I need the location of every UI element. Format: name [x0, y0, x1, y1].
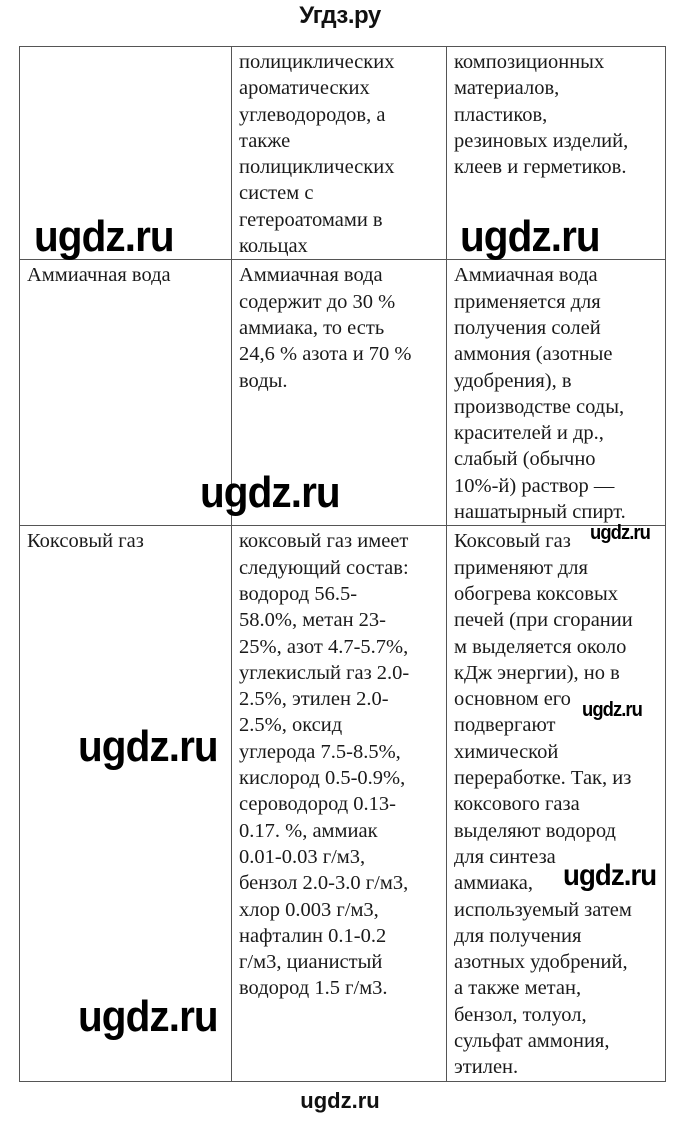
description-line: Аммиачная вода — [239, 264, 383, 287]
description-line: углерода 7.5-8.5%, — [239, 740, 401, 763]
usage-line: используемый затем — [454, 898, 632, 921]
description-line: коксовый газ имеет — [239, 530, 409, 553]
usage-line: бензол, толуол, — [454, 1003, 587, 1026]
page-title: Угдз.ру — [299, 2, 381, 29]
usage-line: пластиков, — [454, 103, 548, 126]
watermark: ugdz.ru — [582, 699, 643, 721]
usage-cell — [447, 260, 666, 526]
substance-name: Коксовый газ — [27, 530, 144, 553]
usage-line: основном его — [454, 688, 571, 711]
usage-line: выделяют водород — [454, 819, 616, 842]
usage-line: нашатырный спирт. — [454, 501, 626, 524]
usage-line: производстве соды, — [454, 395, 625, 418]
usage-line: этилен. — [454, 1056, 519, 1079]
watermark: ugdz.ru — [590, 522, 651, 544]
usage-line: получения солей — [454, 316, 601, 339]
usage-line: кДж энергии), но в — [454, 661, 620, 684]
description-line: следующий состав: — [239, 556, 409, 579]
usage-line: подвергают — [454, 714, 556, 737]
usage-line: аммиака, — [454, 872, 533, 895]
description-line: полициклических — [239, 156, 395, 179]
usage-line: применяют для — [454, 556, 588, 579]
substance-name: Аммиачная вода — [27, 264, 171, 287]
usage-line: м выделяется около — [454, 635, 627, 658]
description-line: водород 1.5 г/м3. — [239, 977, 388, 1000]
usage-line: материалов, — [454, 77, 560, 100]
usage-line: красителей и др., — [454, 422, 604, 445]
description-line: 25%, азот 4.7-5.7%, — [239, 635, 409, 658]
usage-line: азотных удобрений, — [454, 951, 628, 974]
description-line: содержит до 30 % — [239, 290, 396, 313]
description-line: бензол 2.0-3.0 г/м3, — [239, 872, 409, 895]
watermark: ugdz.ru — [78, 992, 218, 1041]
description-line: кольцах — [239, 235, 308, 258]
usage-line: химической — [454, 740, 559, 763]
description-line: углеводородов, а — [239, 103, 386, 126]
description-line: нафталин 0.1-0.2 — [239, 924, 387, 947]
usage-line: переработке. Так, из — [454, 767, 632, 790]
description-cell — [232, 526, 447, 1081]
description-line: хлор 0.003 г/м3, — [239, 898, 379, 921]
description-line: сероводород 0.13- — [239, 793, 396, 816]
description-line: 0.17. %, аммиак — [239, 819, 378, 842]
usage-cell — [447, 526, 666, 1081]
description-line: 58.0%, метан 23- — [239, 609, 387, 632]
usage-line: Коксовый газ — [454, 530, 571, 553]
usage-line: Аммиачная вода — [454, 264, 598, 287]
description-line: 2.5%, оксид — [239, 714, 343, 737]
usage-line: для получения — [454, 924, 582, 947]
usage-line: резиновых изделий, — [454, 129, 629, 152]
usage-line: аммония (азотные — [454, 343, 613, 366]
usage-line: композиционных — [454, 51, 605, 73]
description-line: полициклических — [239, 51, 395, 73]
usage-line: клеев и герметиков. — [454, 156, 627, 179]
usage-line: для синтеза — [454, 845, 556, 868]
description-line: углекислый газ 2.0- — [239, 661, 410, 684]
usage-line: 10%-й) раствор — — [454, 474, 615, 497]
watermark: ugdz.ru — [78, 722, 218, 771]
description-line: кислород 0.5-0.9%, — [239, 767, 406, 790]
description-line: ароматических — [239, 77, 370, 100]
description-line: также — [239, 129, 291, 152]
description-line: 24,6 % азота и 70 % — [239, 343, 412, 366]
usage-line: удобрения), в — [454, 369, 572, 392]
usage-line: коксового газа — [454, 793, 580, 816]
description-line: аммиака, то есть — [239, 316, 385, 339]
usage-line: слабый (обычно — [454, 448, 596, 471]
description-line: г/м3, цианистый — [239, 951, 383, 974]
watermark: ugdz.ru — [200, 468, 340, 517]
usage-line: сульфат аммония, — [454, 1029, 610, 1052]
footer-text: ugdz.ru — [300, 1088, 380, 1113]
description-line: 0.01-0.03 г/м3, — [239, 845, 366, 868]
watermark: ugdz.ru — [34, 212, 174, 261]
watermark: ugdz.ru — [460, 212, 600, 261]
usage-line: а также метан, — [454, 977, 582, 1000]
table-row — [20, 260, 666, 526]
usage-line: обогрева коксовых — [454, 582, 618, 605]
description-line: систем с — [239, 182, 314, 205]
description-line: гетероатомами в — [239, 208, 383, 231]
usage-line: печей (при сгорании — [454, 609, 633, 632]
usage-line: применяется для — [454, 290, 601, 313]
watermark: ugdz.ru — [563, 859, 657, 892]
description-line: 2.5%, этилен 2.0- — [239, 688, 389, 711]
description-line: воды. — [239, 369, 288, 392]
description-line: водород 56.5- — [239, 582, 358, 605]
content-table — [19, 46, 666, 1082]
description-cell — [232, 47, 447, 260]
